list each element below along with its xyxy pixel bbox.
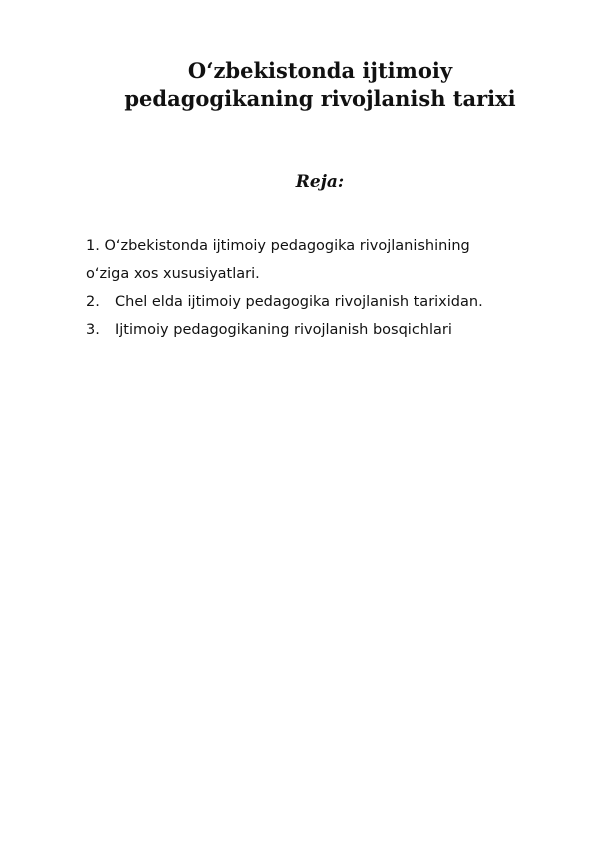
page-title — [60, 57, 580, 113]
plan-list — [86, 232, 576, 344]
plan-item-2-text: Chel elda ijtimoiy pedagogika rivojlanish tarixidan. — [115, 294, 483, 310]
plan-item-3-number: 3. — [86, 322, 100, 338]
plan-item-2 — [86, 288, 576, 316]
title-line-1: O‘zbekistonda ijtimoiy — [187, 58, 453, 83]
plan-item-1-line-1: 1. O‘zbekistonda ijtimoiy pedagogika rivojlanishining — [86, 238, 470, 254]
plan-item-3 — [86, 316, 576, 344]
plan-heading: Reja: — [295, 172, 345, 192]
plan-item-3-text: Ijtimoiy pedagogikaning rivojlanish bosqichlari — [115, 322, 452, 338]
title-line-2: pedagogikaning rivojlanish tarixi — [124, 86, 516, 111]
plan-item-2-number: 2. — [86, 294, 100, 310]
plan-item-1-line-2: o‘ziga xos xususiyatlari. — [86, 266, 260, 282]
